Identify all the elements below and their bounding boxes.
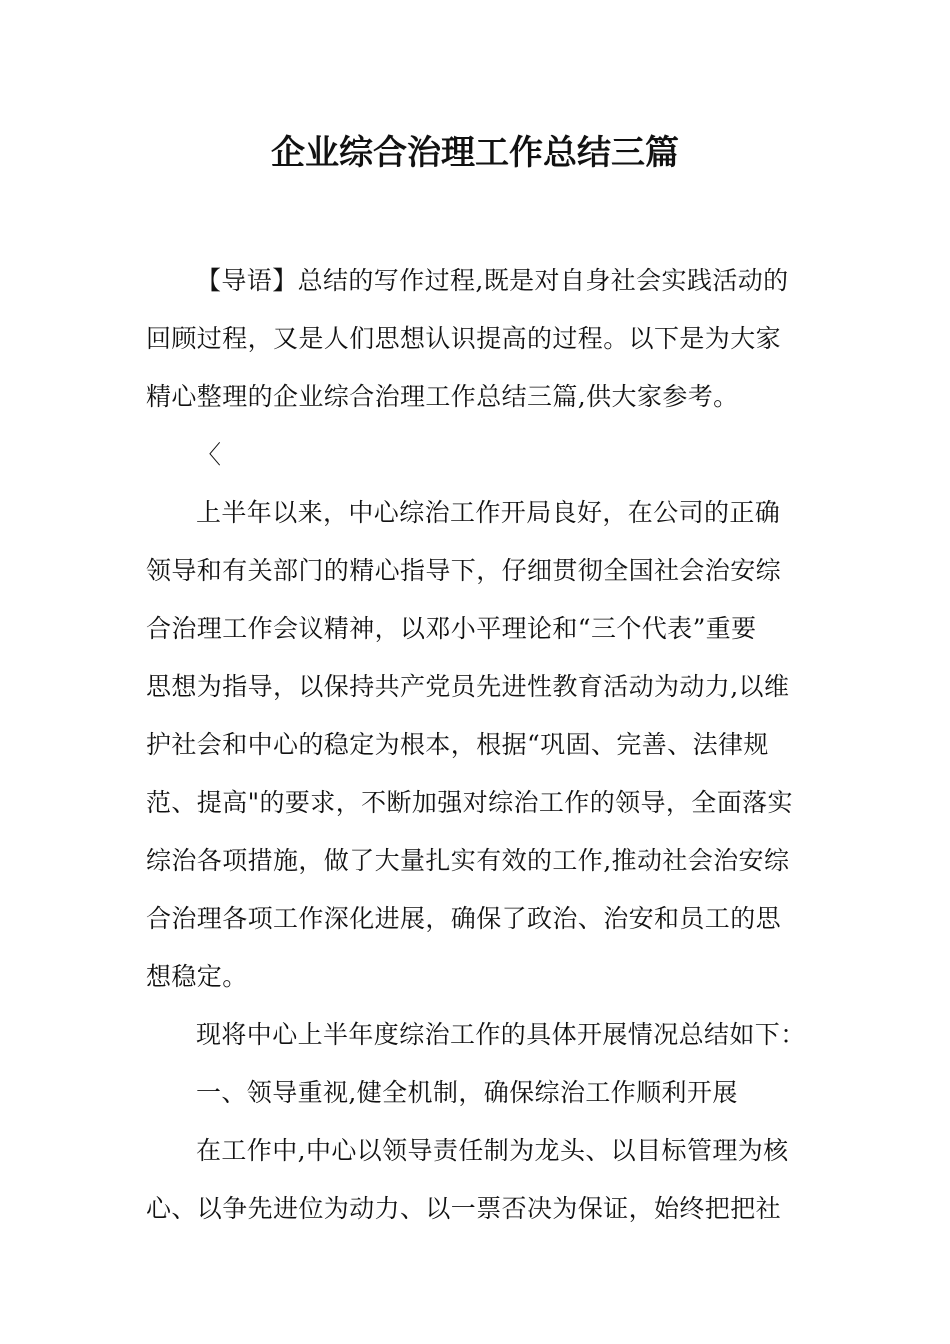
paragraph-1-line-7: 综治各项措施，做了大量扎实有效的工作,推动社会治安综: [146, 846, 790, 875]
paragraph-1-line-4: 思想为指导，以保持共产党员先进性教育活动为动力,以维: [146, 672, 790, 701]
paragraph-1-line-6: 范、提高"的要求，不断加强对综治工作的领导，全面落实: [146, 788, 793, 817]
document-body: [146, 252, 806, 1238]
paragraph-1-line-1: 上半年以来，中心综治工作开局良好，在公司的正确: [196, 498, 781, 527]
intro-line-3: 精心整理的企业综合治理工作总结三篇,供大家参考。: [146, 382, 739, 411]
paragraph-2-line-1: 现将中心上半年度综治工作的具体开展情况总结如下：: [196, 1020, 806, 1049]
document-title: 企业综合治理工作总结三篇: [271, 133, 679, 173]
paragraph-1-line-3: 合治理工作会议精神，以邓小平理论和“三个代表”重要: [146, 614, 757, 643]
paragraph-1-line-9: 想稳定。: [146, 962, 248, 991]
paragraph-1-line-5: 护社会和中心的稳定为根本，根据“巩固、完善、法律规: [146, 730, 769, 759]
paragraph-1-line-2: 领导和有关部门的精心指导下，仔细贯彻全国社会治安综: [146, 556, 782, 585]
paragraph-3-line-1: 在工作中,中心以领导责任制为龙头、以目标管理为核: [196, 1136, 789, 1165]
paragraph-3-line-2: 心、以争先进位为动力、以一票否决为保证，始终把把社: [146, 1194, 782, 1223]
intro-line-1: 【导语】总结的写作过程,既是对自身社会实践活动的: [196, 266, 789, 295]
paragraph-1-line-8: 合治理各项工作深化进展，确保了政治、治安和员工的思: [146, 904, 782, 933]
section-heading-1: 一、领导重视,健全机制，确保综治工作顺利开展: [196, 1078, 738, 1107]
bracket-marker: 〈: [196, 440, 222, 469]
intro-line-2: 回顾过程，又是人们思想认识提高的过程。以下是为大家: [146, 324, 782, 353]
